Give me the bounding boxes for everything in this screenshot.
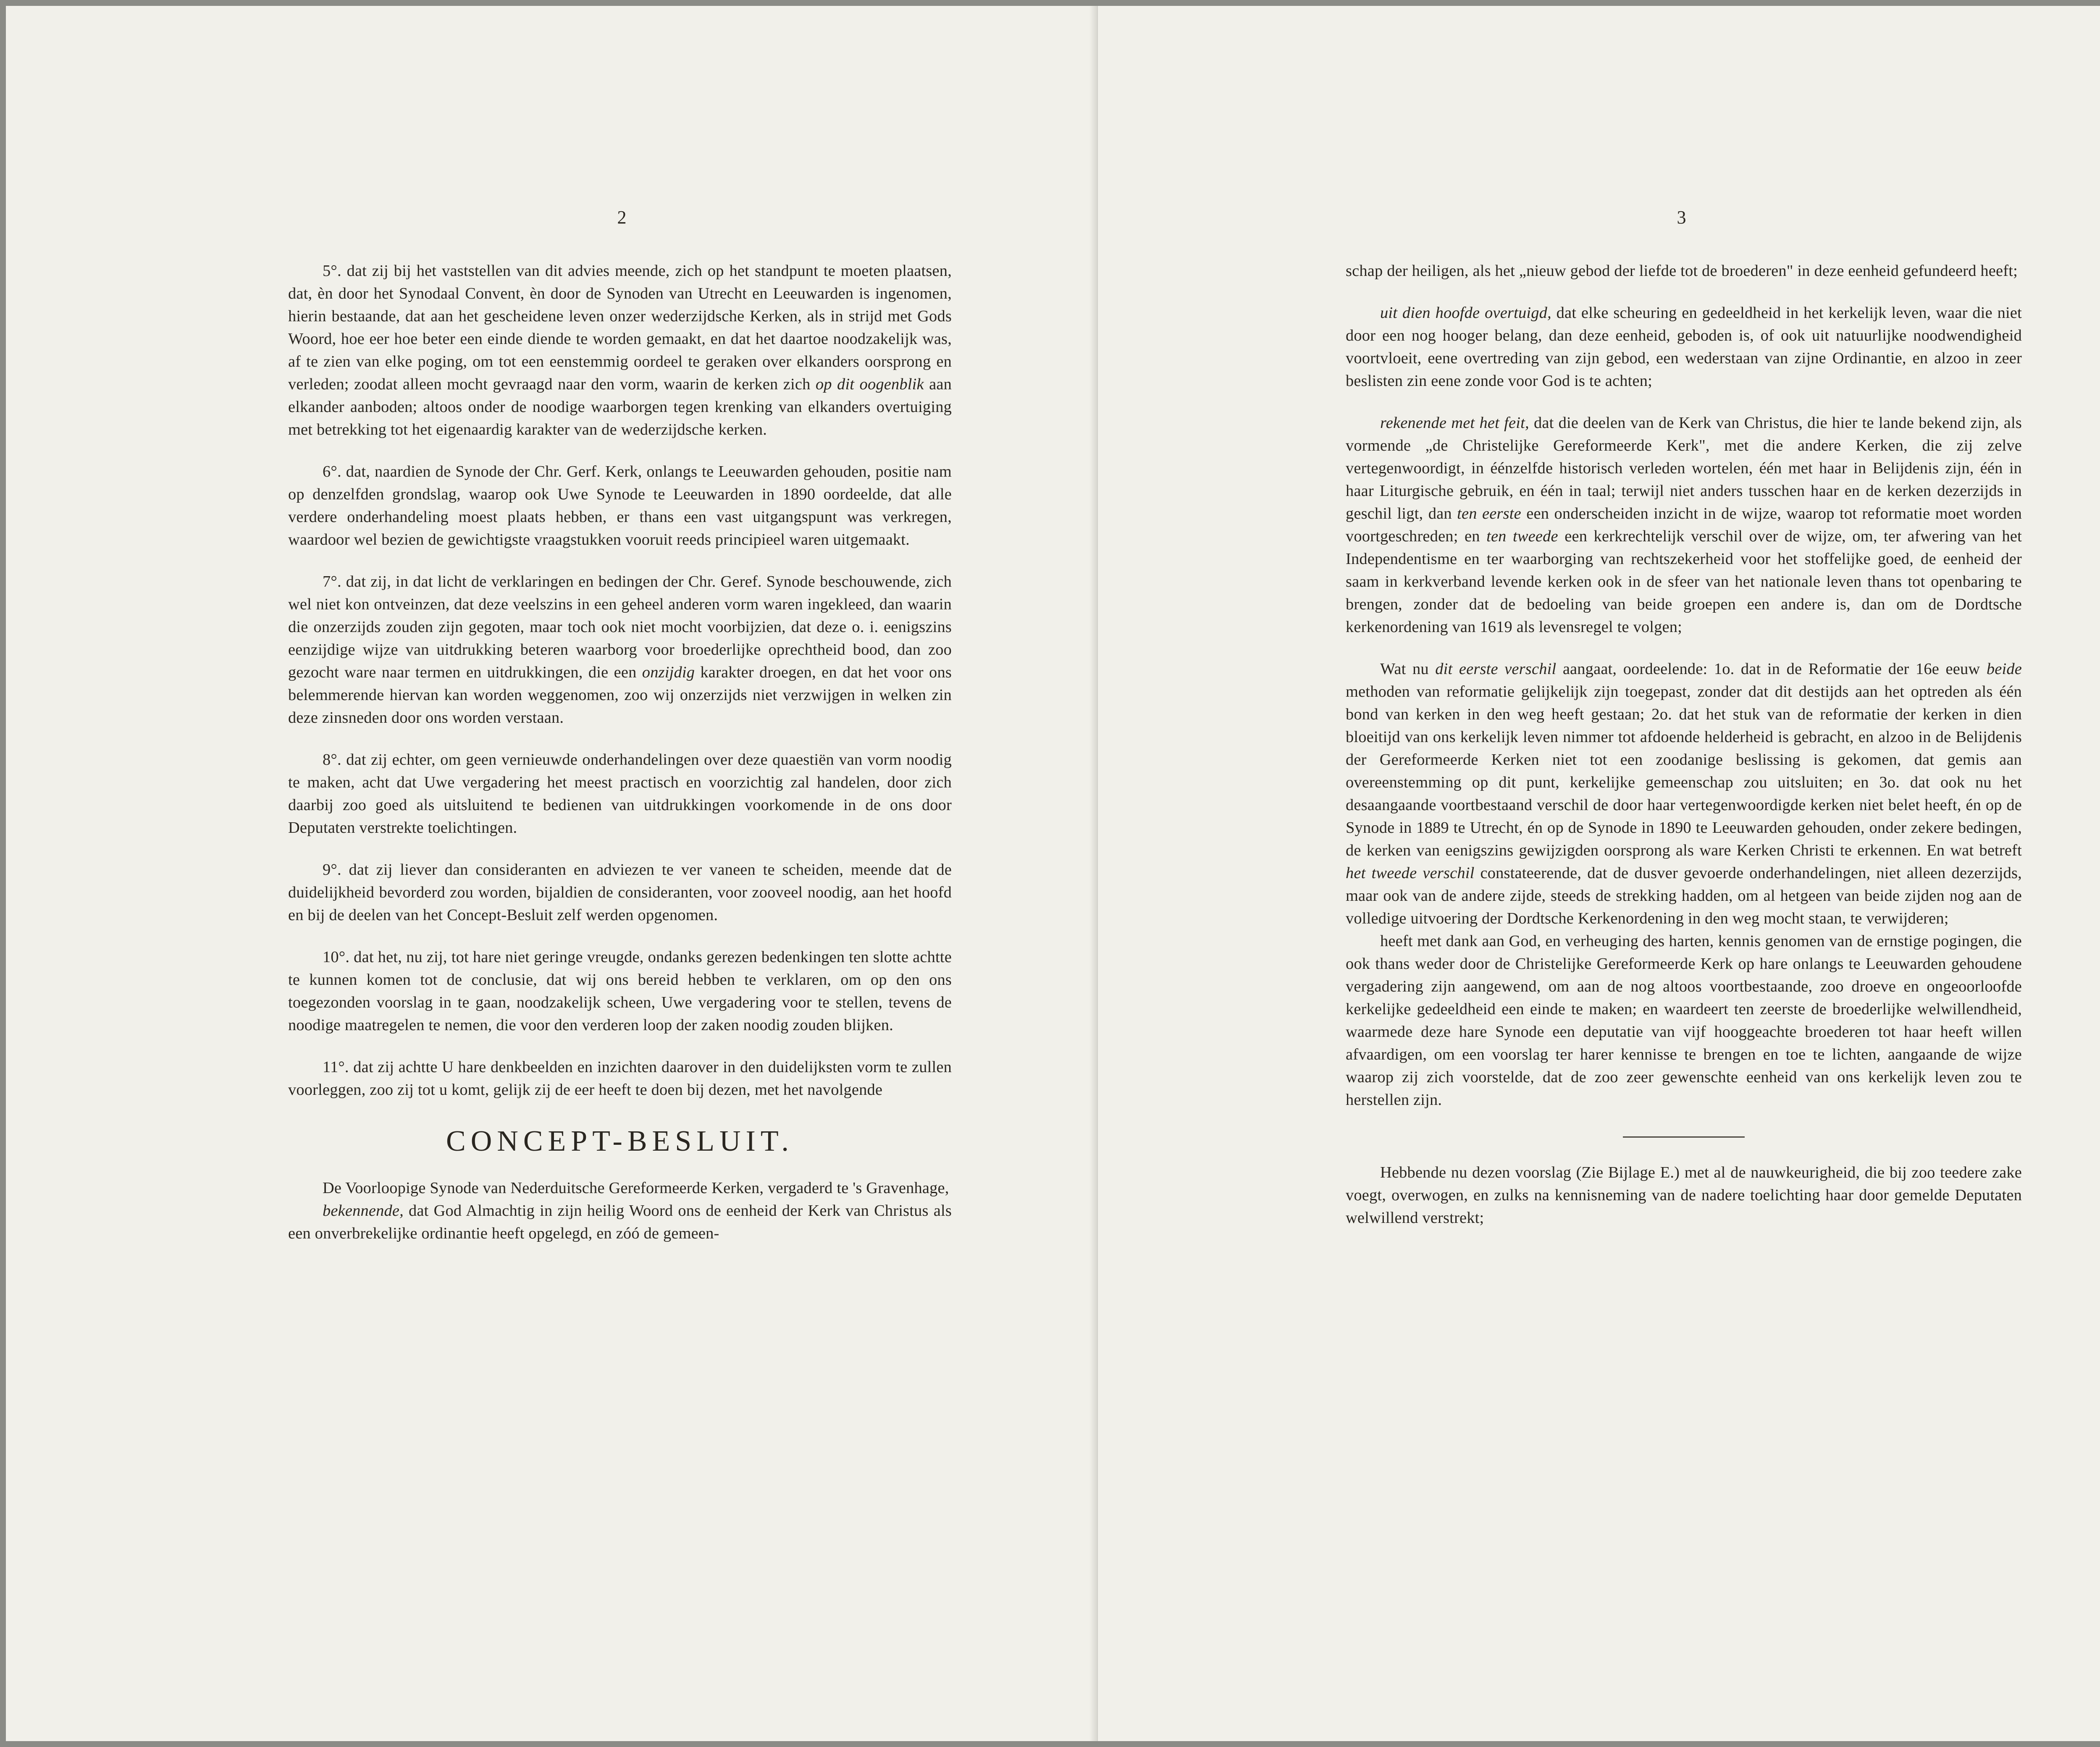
rekenende-paragraph: rekenende met het feit, dat die deelen van de Kerk van Christus, die hier te lande bekend zijn, als vormende „de Christelijke Gereformeerde Kerk", met die andere Kerken, die zij zelve vertegenwoordigt, in éénzelfde historisch verleden wortelen, één met haar in Belijdenis zijn, één in haar Liturgische gebruik, en één in taal; terwijl niet anders tusschen haar en de kerken dezerzijds in geschil ligt, dan ten eerste een onderscheiden inzicht in de wijze, waarop tot reformatie moet worden voortgeschreden; en ten tweede een kerkrechtelijk verschil over de wijze, om, ter afwering van het Independentisme en ter waarborging van rechtszekerheid voor het stoffelijke goed, de eenheid der saam in kerkverband levende kerken ook in de sfeer van het nationale leven thans tot openbaring te brengen, zonder dat de bedoeling van beide groepen een andere is, dan om de Dordtsche kerkenordening van 1619 als levensregel te volgen; [1346, 414, 2022, 636]
hebbende-paragraph: Hebbende nu dezen voorslag (Zie Bijlage E.) met al de nauwkeurigheid, die bij zoo teedere zake voegt, overwogen, en zulks na kennisneming van de nadere toelichting haar door gemelde Deputaten welwillend verstrekt; [1346, 1164, 2022, 1227]
page-number-right: 3 [1677, 207, 1687, 228]
paragraph-11: 11°. dat zij achtte U hare denkbeelden en inzichten daarover in den duidelijksten vorm te zullen voorleggen, zoo zij tot u komt, gelijk zij de eer heeft te doen bij dezen, met het navolgende [288, 1058, 952, 1099]
paragraph-10: 10°. dat het, nu zij, tot hare niet geringe vreugde, ondanks gerezen bedenkingen ten slotte achtte te kunnen komen tot de conclusie, dat wij ons bereid hebben te verklaren, om op den ons toegezonden voorslag in te gaan, noodzakelijk scheen, Uwe vergadering voor te stellen, tevens de noodige maatregelen te nemen, die voor den verderen loop der zaken noodig zouden blijken. [288, 948, 952, 1034]
book-spread [6, 6, 2100, 1741]
page-number-left: 2 [617, 207, 627, 228]
section-divider [1623, 1136, 1745, 1138]
heeft-dank-paragraph: heeft met dank aan God, en verheuging des harten, kennis genomen van de ernstige pogingen, die ook thans weder door de Christelijke Gereformeerde Kerk op hare onlangs te Leeuwarden gehoudene vergadering zijn aangewend, om aan de nog altoos voortbestaande, zoo droeve en ongeoorloofde kerkelijke gedeeldheid een einde te maken; en waardeert ten zeerste de broederlijke welwillendheid, waarmede deze hare Synode een deputatie van vijf hooggeachte broederen tot haar heeft willen afvaardigen, om een voorslag ter harer kennisse te brengen en toe te lichten, aangaande de wijze waarop zij zich voorstelde, dat de zoo zeer gewenschte eenheid van ons kerkelijk leven zou te herstellen zijn. [1346, 932, 2022, 1109]
paragraph-9: 9°. dat zij liever dan consideranten en adviezen te ver vaneen te scheiden, meende dat de duidelijkheid bevorderd zou worden, bijaldien de consideranten, voor zooveel noodig, aan het hoofd en bij de deelen van het Concept-Besluit zelf werden opgenomen. [288, 861, 952, 924]
paragraph-5: 5°. dat zij bij het vaststellen van dit advies meende, zich op het standpunt te moeten plaatsen, dat, èn door het Synodaal Convent, èn door de Synoden van Utrecht en Leeuwarden is ingenomen, hierin bestaande, dat aan het gescheidene leven onzer wederzijdsche Kerken, als in strijd met Gods Woord, hoe eer hoe beter een einde diende te worden gemaakt, en dat het daartoe noodzakelijk was, af te zien van elke poging, om tot een eenstemmig oordeel te geraken over elkanders oorsprong en verleden; zoodat alleen mocht gevraagd naar den vorm, waarin de kerken zich op dit oogenblik aan elkander aanboden; altoos onder de noodige waarborgen tegen krenking van elkanders overtuiging met betrekking tot het eigenaardig karakter van de wederzijdsche kerken. [288, 262, 952, 438]
bekennende-paragraph: bekennende, dat God Almachtig in zijn heilig Woord ons de eenheid der Kerk van Christus als een onverbrekelijke ordinantie heeft opgelegd, en zóó de gemeen- [288, 1202, 952, 1242]
left-page [6, 6, 1098, 1741]
paragraph-8: 8°. dat zij echter, om geen vernieuwde onderhandelingen over deze quaestiën van vorm noodig te maken, acht dat Uwe vergadering het meest practisch en voorzichtig zal handelen, door zich daarbij zoo goed als uitsluitend te bedienen van uitdrukkingen voorkomende in de ons door Deputaten verstrekte toelichtingen. [288, 751, 952, 837]
synod-intro: De Voorloopige Synode van Nederduitsche Gereformeerde Kerken, vergaderd te 's Gravenhage, [323, 1179, 949, 1197]
gemeenschap-paragraph: schap der heiligen, als het „nieuw gebod der liefde tot de broederen" in deze eenheid gefundeerd heeft; [1346, 262, 2018, 280]
paragraph-6: 6°. dat, naardien de Synode der Chr. Gerf. Kerk, onlangs te Leeuwarden gehouden, positie nam op denzelfden grondslag, waarop ook Uwe Synode te Leeuwarden in 1890 oordeelde, dat alle verdere onderhandeling moest plaats hebben, er thans een vast uitgangspunt was verkregen, waardoor wel bezien de gewichtigste vraagstukken vooruit reeds principieel waren uitgemaakt. [288, 463, 952, 548]
eerste-verschil-paragraph: Wat nu dit eerste verschil aangaat, oordeelende: 1o. dat in de Reformatie der 16e eeuw beide methoden van reformatie gelijkelijk zijn toegepast, zonder dat dit destijds aan het optreden als één bond van kerken in den weg heeft gestaan; 2o. dat het stuk van de reformatie der kerken in dien bloeitijd van ons kerkelijk leven nimmer tot afdoende helderheid is gebracht, en alzoo in de Belijdenis der Gereformeerde Kerken niet tot een zoodanige beslissing is gekomen, dat gemis aan overeenstemming op dit punt, kerkelijke gemeenschap zou uitsluiten; en 3o. dat ook nu het desaangaande voortbestaand verschil de door haar vertegenwoordigde kerken niet belet heeft, én op de Synode in 1889 te Utrecht, én op de Synode in 1890 te Leeuwarden gehouden, onder zekere bedingen, de kerken van eenigszins gewijzigden oorsprong als ware Kerken Christi te erkennen. En wat betreft het tweede verschil constateerende, dat de dusver gevoerde onderhandelingen, niet alleen dezerzijds, maar ook van de andere zijde, steeds de strekking hadden, om al hetgeen van beide zijden nog aan de volledige uitvoering der Dordtsche Kerkenordening in den weg mocht staan, te verwijderen; [1346, 660, 2022, 927]
right-page [1098, 6, 2100, 1741]
concept-besluit-heading: CONCEPT-BESLUIT. [446, 1125, 794, 1157]
overtuigd-paragraph: uit dien hoofde overtuigd, dat elke scheuring en gedeeldheid in het kerkelijk leven, waar die niet door een nog hooger belang, dan deze eenheid, geboden is, of ook uit natuurlijke noodwendigheid voortvloeit, eene overtreding van zijn gebod, een wederstaan van zijne Ordinantie, en alzoo in zeer beslisten zin eene zonde voor God is te achten; [1346, 304, 2022, 390]
left-text-column [288, 260, 952, 1245]
right-text-column [1346, 260, 2022, 1229]
paragraph-7: 7°. dat zij, in dat licht de verklaringen en bedingen der Chr. Geref. Synode beschouwende, zich wel niet kon ontveinzen, dat deze veelszins in een geheel anderen vorm waren ingekleed, dan waarin die onzerzijds zouden zijn gegoten, maar toch ook niet mocht voorbijzien, dat deze o. i. eenigszins eenzijdige wijze van uitdrukking beteren waarborg voor broederlijke oprechtheid bood, dan zoo gezocht ware naar termen en uitdrukkingen, die een onzijdig karakter droegen, en dat het voor ons belemmerende hiervan kan worden weggenomen, zoo wij onzerzijds niet verzwijgen in welken zin deze zinsneden door ons worden verstaan. [288, 573, 952, 727]
